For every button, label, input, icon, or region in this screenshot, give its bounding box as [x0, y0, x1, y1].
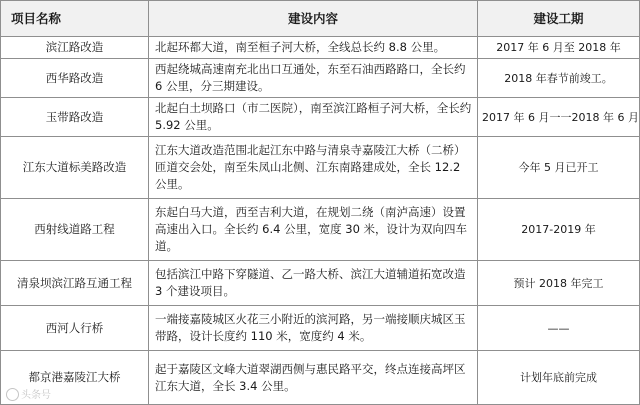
period-cell: 2017 年 6 月一一2018 年 6 月 [478, 98, 640, 137]
project-name-cell: 西射线道路工程 [1, 199, 149, 261]
project-name-cell: 清泉坝滨江路互通工程 [1, 261, 149, 306]
project-name-cell: 江东大道标美路改造 [1, 137, 149, 199]
table-row [1, 37, 640, 59]
table-row [1, 199, 640, 261]
content-cell: 北起环都大道，南至桓子河大桥，全线总长约 8.8 公里。 [149, 37, 478, 59]
table-row [1, 306, 640, 351]
header-construction-period: 建设工期 [478, 1, 640, 37]
header-project-name: 项目名称 [1, 1, 149, 37]
content-cell: 东起白马大道，西至吉利大道，在规划二绕（南泸高速）设置高速出入口。全长约 6.4 公里，宽度 30 米，设计为双向四车道。 [149, 199, 478, 261]
content-cell: 包括滨江中路下穿隧道、乙一路大桥、滨江大道辅道拓宽改造 3 个建设项目。 [149, 261, 478, 306]
project-name-cell: 西华路改造 [1, 59, 149, 98]
watermark-icon [6, 388, 19, 401]
table-row [1, 261, 640, 306]
period-cell: 2017-2019 年 [478, 199, 640, 261]
content-cell: 起于嘉陵区文峰大道翠湖西侧与惠民路平交，终点连接高坪区江东大道，全长 3.4 公里。 [149, 351, 478, 405]
watermark-text: 头条号 [21, 389, 51, 401]
table-row [1, 137, 640, 199]
project-name-cell: 西河人行桥 [1, 306, 149, 351]
header-row [1, 1, 640, 37]
project-name-cell: 玉带路改造 [1, 98, 149, 137]
table-row [1, 351, 640, 405]
period-cell: —— [478, 306, 640, 351]
period-cell: 计划年底前完成 [478, 351, 640, 405]
project-name-cell: 滨江路改造 [1, 37, 149, 59]
content-cell: 北起白土坝路口（市二医院），南至滨江路桓子河大桥，全长约 5.92 公里。 [149, 98, 478, 137]
table-row [1, 59, 640, 98]
content-cell: 江东大道改造范围北起江东中路与清泉寺嘉陵江大桥（二桥）匝道交会处，南至朱凤山北侧、江东南路建成处，全长 12.2 公里。 [149, 137, 478, 199]
period-cell: 今年 5 月已开工 [478, 137, 640, 199]
watermark [6, 386, 51, 402]
period-cell: 2018 年春节前竣工。 [478, 59, 640, 98]
header-construction-content: 建设内容 [149, 1, 478, 37]
table-row [1, 98, 640, 137]
content-cell: 一端接嘉陵城区火花三小附近的滨河路，另一端接顺庆城区玉带路，设计长度约 110 米，宽度约 4 米。 [149, 306, 478, 351]
content-cell: 西起绕城高速南充北出口互通处，东至石油西路路口，全长约 6 公里，分三期建设。 [149, 59, 478, 98]
period-cell: 2017 年 6 月至 2018 年 [478, 37, 640, 59]
period-cell: 预计 2018 年完工 [478, 261, 640, 306]
project-name-cell: 都京港嘉陵江大桥 [1, 351, 149, 405]
